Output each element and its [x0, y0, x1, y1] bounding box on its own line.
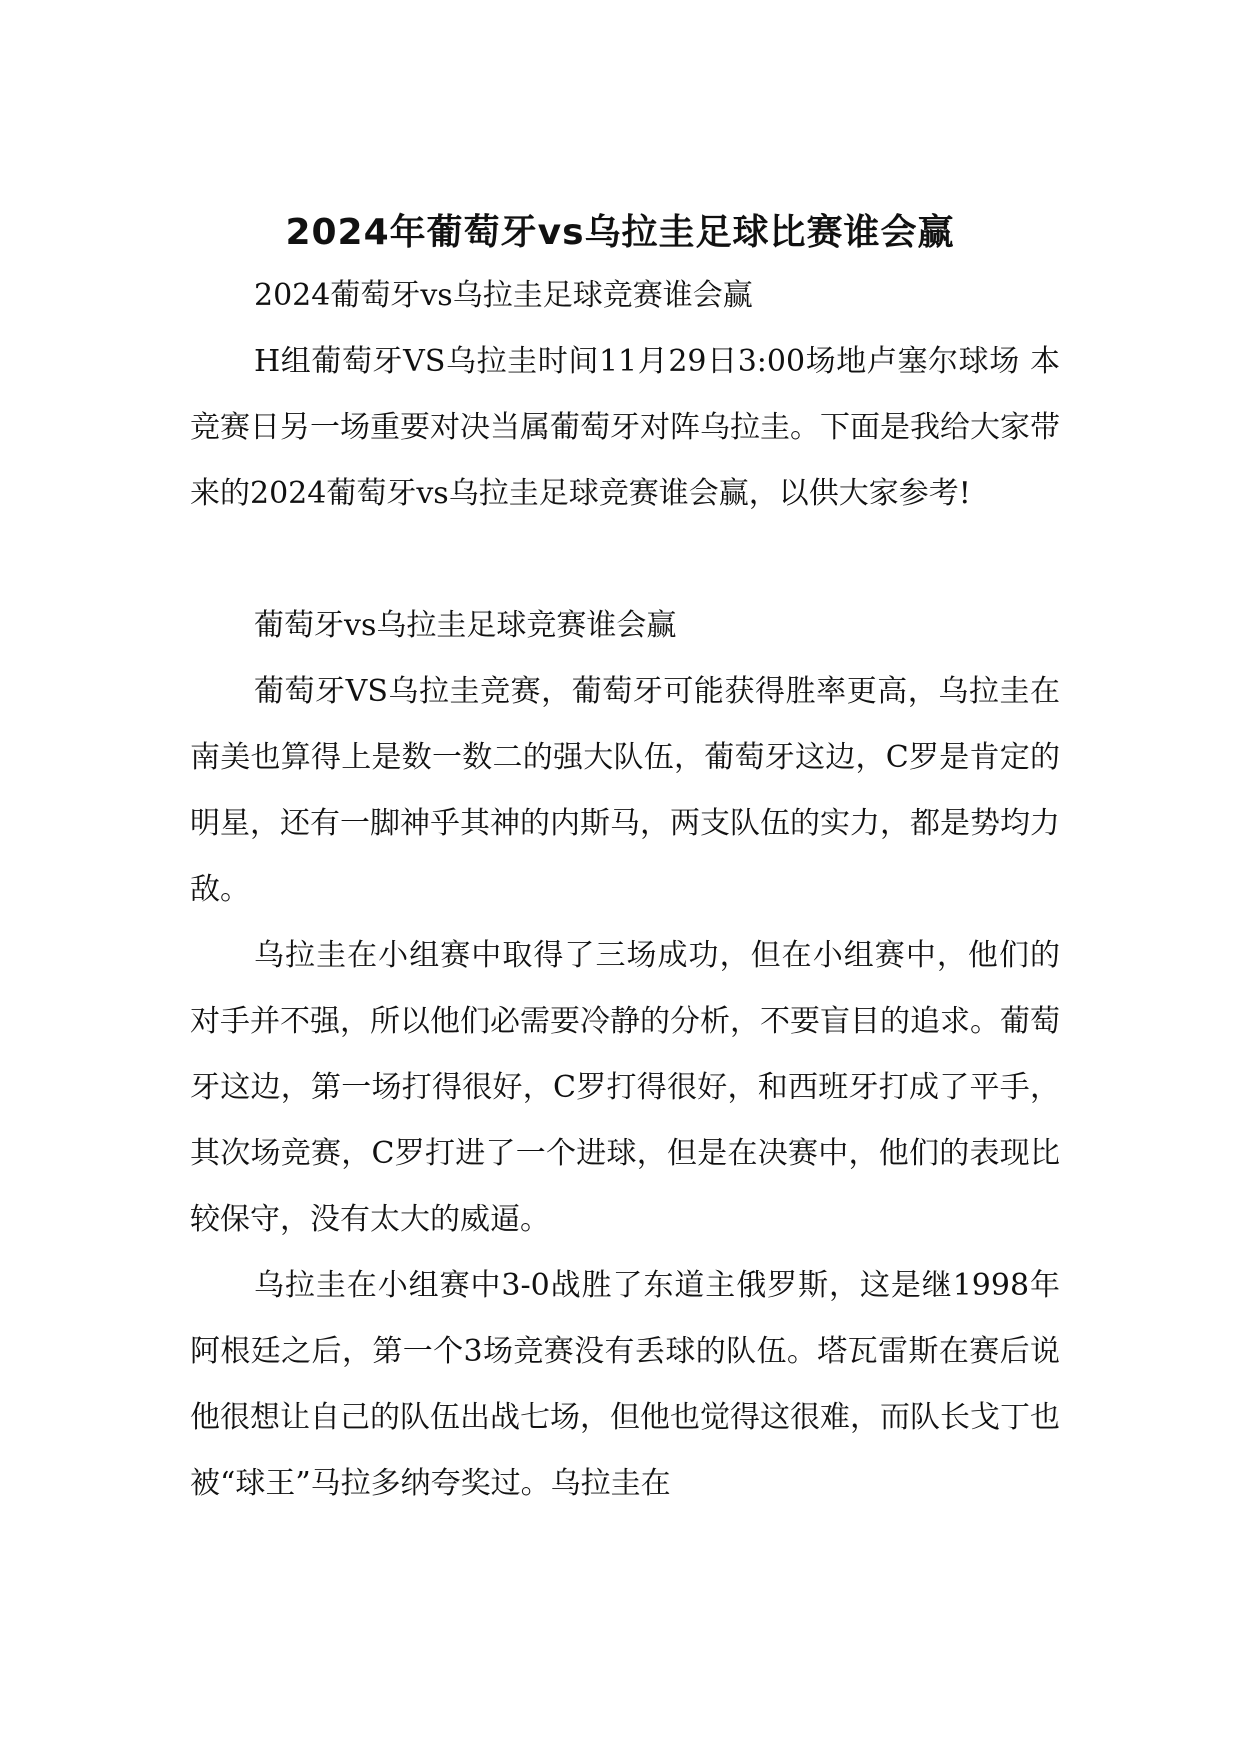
paragraph-subtitle: 2024葡萄牙vs乌拉圭足球竞赛谁会赢 — [254, 278, 753, 313]
paragraph-intro: H组葡萄牙VS乌拉圭时间11月29日3:00场地卢塞尔球场 本竞赛日另一场重要对决当属葡萄牙对阵乌拉圭。下面是我给大家带来的2024葡萄牙vs乌拉圭足球竞赛谁会赢，以供大家参考! — [190, 344, 1060, 511]
document-body — [190, 263, 1060, 1517]
paragraph-gap — [190, 527, 1060, 593]
paragraph-analysis-3: 乌拉圭在小组赛中3-0战胜了东道主俄罗斯，这是继1998年阿根廷之后，第一个3场竞赛没有丢球的队伍。塔瓦雷斯在赛后说他很想让自己的队伍出战七场，但他也觉得这很难，而队长戈丁也被“球王”马拉多纳夸奖过。乌拉圭在 — [190, 1268, 1060, 1501]
paragraph-analysis-2: 乌拉圭在小组赛中取得了三场成功，但在小组赛中，他们的对手并不强，所以他们必需要冷静的分析，不要盲目的追求。葡萄牙这边，第一场打得很好，C罗打得很好，和西班牙打成了平手，其次场竞赛，C罗打进了一个进球，但是在决赛中，他们的表现比较保守，没有太大的威逼。 — [190, 938, 1060, 1237]
paragraph-analysis-1: 葡萄牙VS乌拉圭竞赛，葡萄牙可能获得胜率更高，乌拉圭在南美也算得上是数一数二的强大队伍，葡萄牙这边，C罗是肯定的明星，还有一脚神乎其神的内斯马，两支队伍的实力，都是势均力敌。 — [190, 674, 1060, 907]
paragraph-section-heading: 葡萄牙vs乌拉圭足球竞赛谁会赢 — [254, 608, 677, 643]
document-title: 2024年葡萄牙vs乌拉圭足球比赛谁会赢 — [285, 212, 955, 253]
